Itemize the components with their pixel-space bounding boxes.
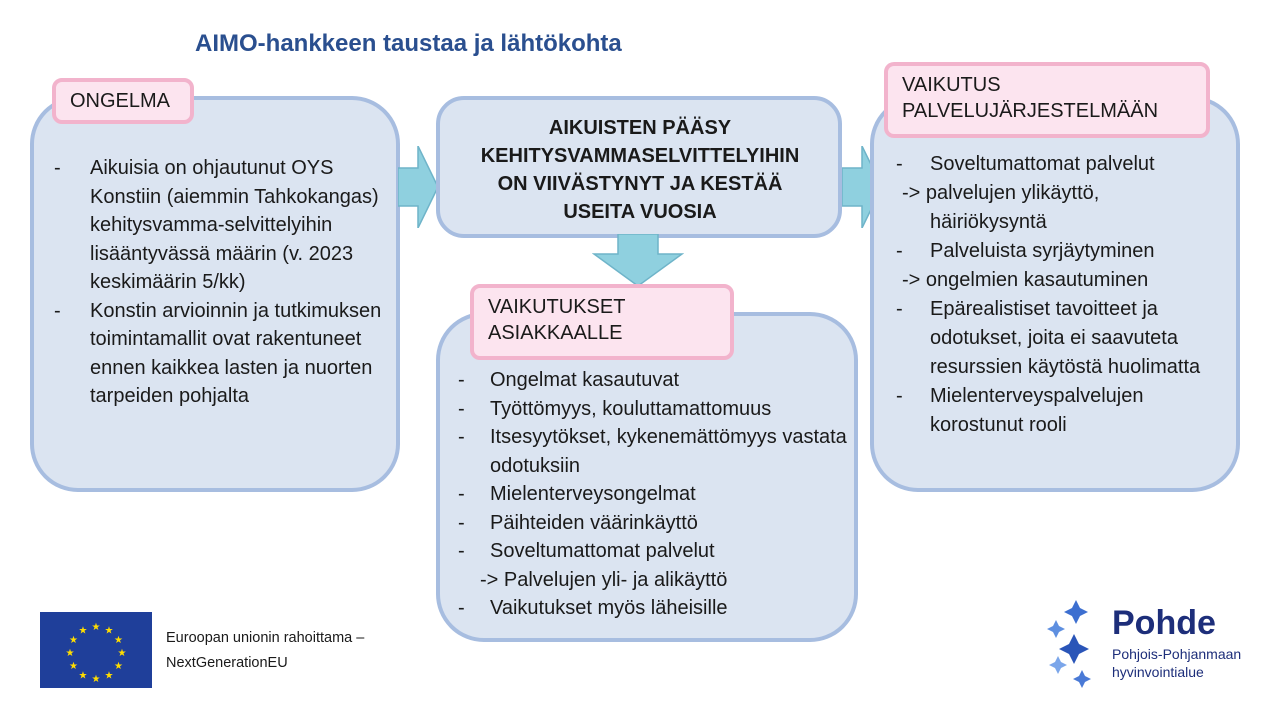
svg-text:★: ★ bbox=[117, 648, 127, 659]
system-impacts-list bbox=[896, 150, 1236, 440]
svg-text:★: ★ bbox=[78, 670, 88, 682]
arrow-right-icon bbox=[398, 146, 440, 228]
logo-subtitle: Pohjois-Pohjanmaan hyvinvointialue bbox=[1112, 646, 1242, 680]
client-impacts-box bbox=[436, 312, 858, 642]
svg-text:★: ★ bbox=[78, 625, 88, 637]
list-item: - Ongelmat kasautuvat bbox=[458, 366, 854, 395]
arrow-down-icon bbox=[592, 234, 684, 288]
bullet-dash: - bbox=[458, 369, 465, 391]
bullet-dash: - bbox=[458, 426, 465, 448]
list-item: - Aikuisia on ohjautunut OYS Konstiin (aiemmin Tahkokangas) kehitysvamma-selvittelyihin lisääntyvässä määrin (v. 2023 keskimäärin 5/kk) bbox=[54, 154, 384, 297]
list-subitem: -> Palvelujen yli- ja alikäyttö bbox=[480, 568, 728, 591]
list-item: - Soveltumattomat palvelut bbox=[458, 537, 854, 566]
svg-text:★: ★ bbox=[65, 648, 75, 659]
list-item: - Päihteiden väärinkäyttö bbox=[458, 509, 854, 538]
list-item: - Mielenterveyspalvelujen korostunut rooli bbox=[896, 382, 1236, 440]
list-subitem: -> ongelmien kasautuminen bbox=[902, 269, 1149, 291]
bullet-dash: - bbox=[458, 483, 465, 505]
bullet-dash: - bbox=[458, 597, 465, 619]
bullet-dash: - bbox=[54, 299, 61, 322]
svg-text:★: ★ bbox=[91, 674, 101, 685]
center-text: AIKUISTEN PÄÄSY KEHITYSVAMMASELVITTELYIHIN ON VIIVÄSTYNYT JA KESTÄÄ USEITA VUOSIA bbox=[480, 117, 800, 223]
problem-label: ONGELMA bbox=[52, 78, 194, 124]
center-problem-box bbox=[436, 96, 842, 238]
bullet-dash: - bbox=[458, 540, 465, 562]
bullet-dash: - bbox=[54, 157, 61, 179]
svg-text:★: ★ bbox=[69, 635, 78, 646]
page-title: AIMO-hankkeen taustaa ja lähtökohta bbox=[195, 30, 622, 57]
bullet-dash: - bbox=[896, 240, 903, 262]
client-impacts-list bbox=[458, 366, 854, 623]
svg-text:★: ★ bbox=[114, 661, 123, 672]
system-impacts-label: VAIKUTUS PALVELUJÄRJESTELMÄÄN bbox=[884, 62, 1210, 138]
svg-text:★: ★ bbox=[114, 635, 123, 646]
list-subitem: -> palvelujen ylikäyttö, bbox=[902, 182, 1100, 204]
bullet-dash: - bbox=[896, 385, 903, 407]
list-item: - Mielenterveysongelmat bbox=[458, 480, 854, 509]
problem-list bbox=[54, 154, 384, 411]
svg-text:★: ★ bbox=[104, 625, 114, 637]
bullet-dash: - bbox=[896, 153, 903, 175]
svg-text:★: ★ bbox=[104, 670, 114, 682]
bullet-dash: - bbox=[458, 511, 465, 534]
list-item: - Itsesyytökset, kykenemättömyys vastata odotuksiin bbox=[458, 423, 854, 480]
eu-stars-icon bbox=[40, 612, 152, 688]
list-item: - Epärealistiset tavoitteet ja odotukset, joita ei saavuteta resurssien käytöstä huolimatta bbox=[896, 295, 1236, 382]
svg-text:★: ★ bbox=[91, 622, 101, 633]
client-impacts-label: VAIKUTUKSET ASIAKKAALLE bbox=[470, 284, 734, 360]
list-item: - Soveltumattomat palvelut bbox=[896, 150, 1236, 179]
bullet-dash: - bbox=[896, 298, 903, 320]
system-impacts-box bbox=[870, 96, 1240, 492]
pohde-logo-icon bbox=[1046, 594, 1112, 694]
list-item: - Konstin arvioinnin ja tutkimuksen toimintamallit ovat rakentuneet ennen kaikkea lasten ja nuorten tarpeiden pohjalta bbox=[54, 297, 384, 411]
bullet-dash: - bbox=[458, 397, 465, 420]
eu-funding-text: Euroopan unionin rahoittama – NextGenerationEU bbox=[166, 630, 365, 671]
list-item: - Vaikutukset myös läheisille bbox=[458, 594, 854, 623]
eu-flag-logo bbox=[40, 612, 152, 688]
list-item: - Työttömyys, kouluttamattomuus bbox=[458, 395, 854, 424]
logo-name: Pohde bbox=[1112, 604, 1216, 642]
list-subitem: häiriökysyntä bbox=[930, 211, 1047, 233]
problem-box bbox=[30, 96, 400, 492]
svg-text:★: ★ bbox=[69, 661, 78, 672]
list-item: - Palveluista syrjäytyminen bbox=[896, 237, 1236, 266]
